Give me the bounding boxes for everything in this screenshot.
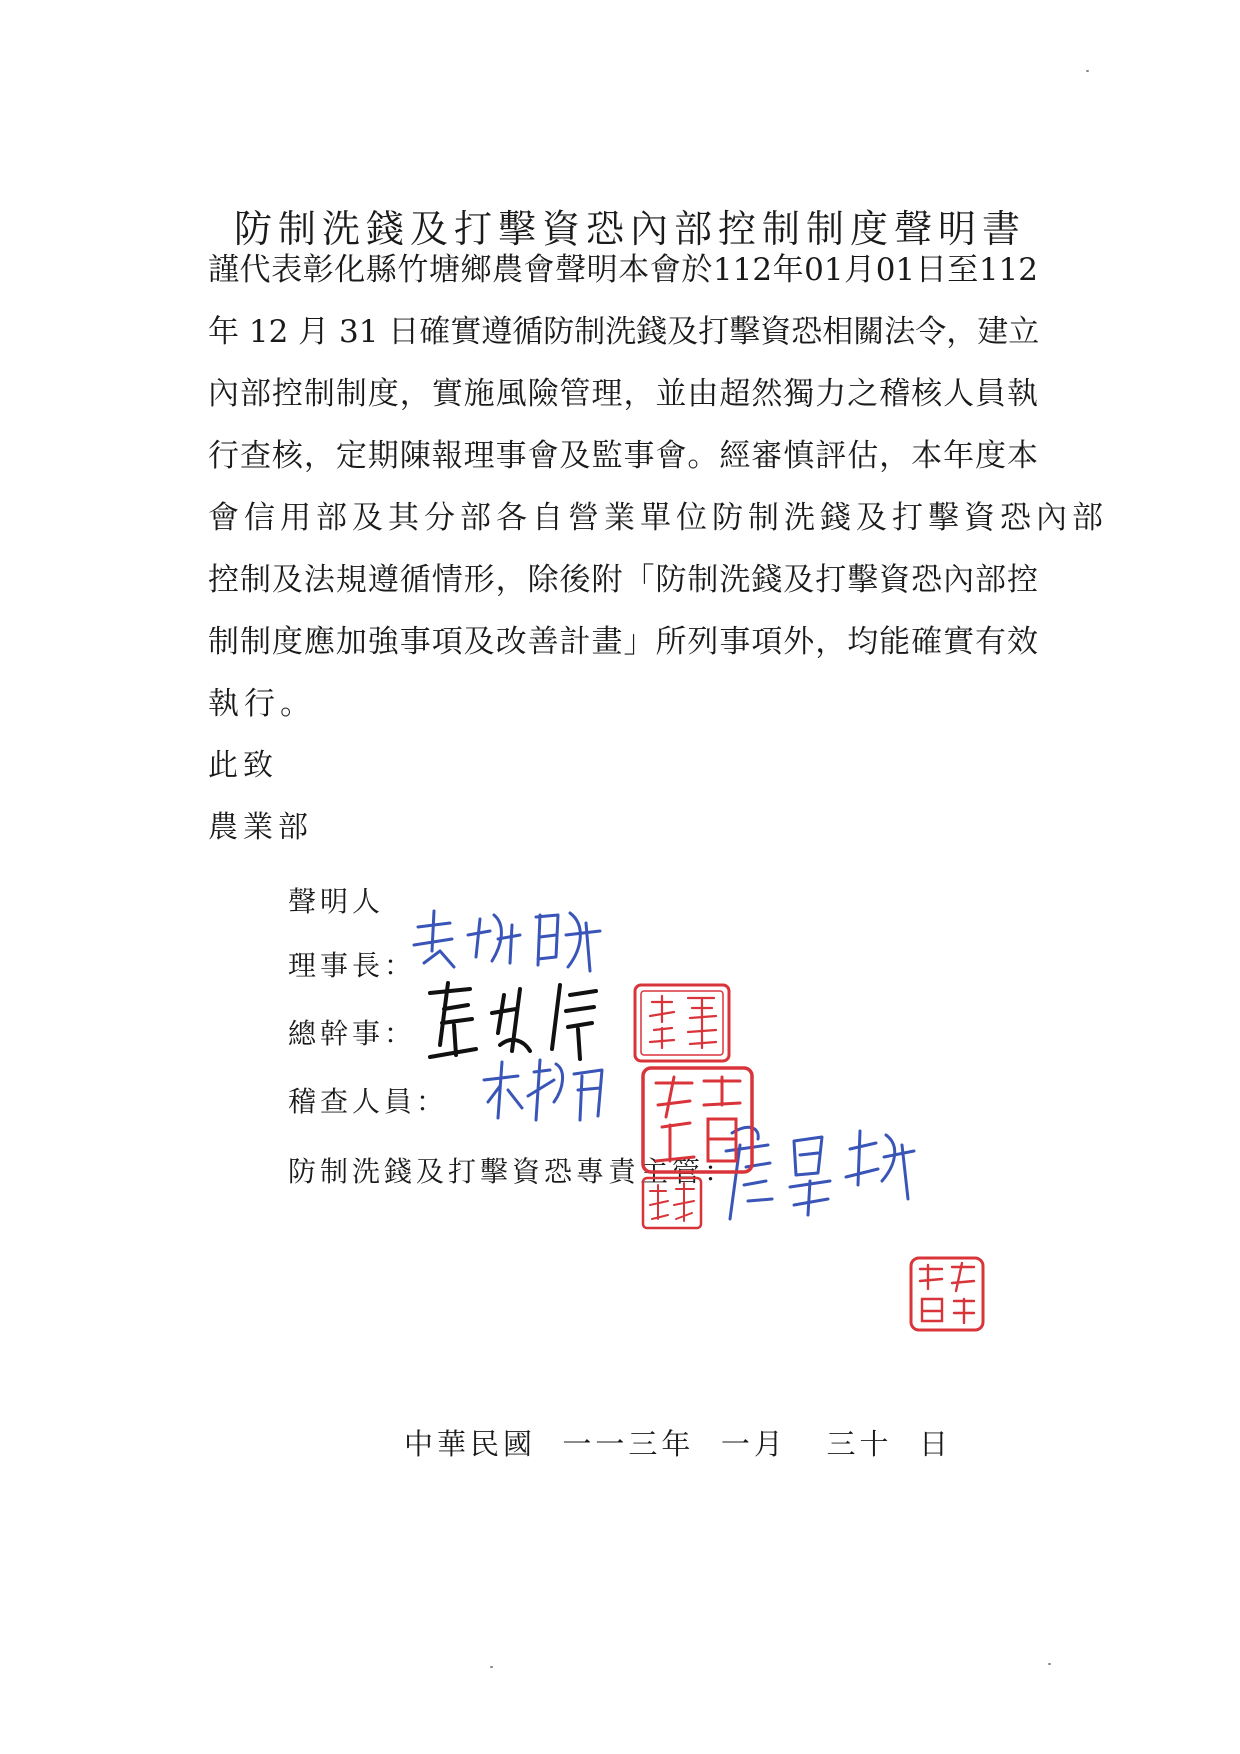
scan-speck: [1048, 1663, 1051, 1665]
body-line: 制制度應加強事項及改善計畫」所列事項外，均能確實有效: [208, 624, 1038, 660]
auditor-signature: [478, 1050, 628, 1130]
auditor-label: 稽查人員：: [288, 1085, 449, 1118]
body-line: 謹代表彰化縣竹塘鄉農會聲明本會於112年01月01日至112: [208, 252, 1038, 288]
chairman-label: 理事長：: [288, 949, 417, 982]
aml-officer-seal: [908, 1255, 986, 1333]
general-manager-label: 總幹事：: [288, 1017, 417, 1050]
chairman-signature: [410, 905, 630, 985]
body-line: 內部控制制度，實施風險管理，並由超然獨力之稽核人員執: [208, 376, 1038, 412]
scan-speck: [490, 1666, 493, 1668]
scan-speck: [1086, 70, 1089, 72]
declarant-label: 聲明人: [288, 885, 385, 918]
recipient: 農業部: [208, 810, 313, 845]
body-line: 年 12 月 31 日確實遵循防制洗錢及打擊資恐相關法令，建立: [208, 314, 1040, 350]
body-line: 行查核，定期陳報理事會及監事會。經審慎評估，本年度本: [208, 438, 1038, 474]
general-manager-seal: [640, 1065, 755, 1175]
auditor-seal: [640, 1175, 704, 1231]
salutation: 此致: [208, 748, 278, 783]
chairman-seal: [632, 982, 732, 1064]
aml-officer-label: 防制洗錢及打擊資恐專責主管：: [288, 1155, 737, 1188]
document-date: 中華民國 一一三年 一月 三十 日: [404, 1427, 952, 1461]
body-line: 執行。: [208, 686, 316, 722]
document-title: 防制洗錢及打擊資恐內部控制制度聲明書: [233, 207, 1026, 251]
body-line: 控制及法規遵循情形，除後附「防制洗錢及打擊資恐內部控: [208, 562, 1038, 598]
body-line: 會信用部及其分部各自營業單位防制洗錢及打擊資恐內部: [208, 500, 1108, 536]
